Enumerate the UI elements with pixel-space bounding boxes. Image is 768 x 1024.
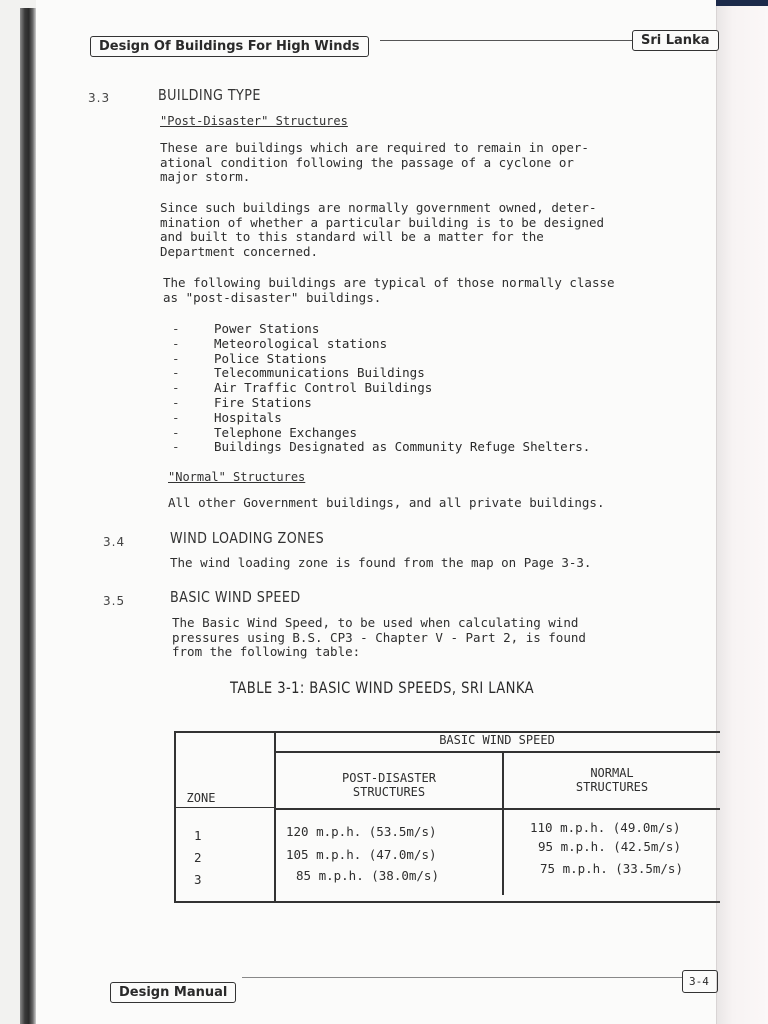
section-title: BUILDING TYPE (158, 86, 261, 104)
list-item: - Power Stations (172, 321, 320, 336)
list-item: - Buildings Designated as Community Refuge Shelters. (172, 439, 591, 455)
subheading-post-disaster: "Post-Disaster" Structures (160, 114, 348, 128)
section-title: WIND LOADING ZONES (170, 529, 325, 547)
col-zone-header: ZONE (186, 791, 216, 805)
list-item: - Telecommunications Buildings (172, 365, 425, 381)
table-cell: 120 m.p.h. (53.5m/s) (286, 824, 437, 839)
header-country: Sri Lanka (632, 30, 719, 51)
section-number: 3.5 (103, 594, 126, 608)
col-post-header: POST-DISASTER STRUCTURES (342, 771, 436, 799)
group-header: BASIC WIND SPEED (439, 733, 555, 747)
list-item: - Air Traffic Control Buildings (172, 380, 433, 396)
table-caption: TABLE 3-1: BASIC WIND SPEEDS, SRI LANKA (230, 678, 535, 697)
section-number: 3.4 (103, 535, 126, 549)
list-item: - Telephone Exchanges (172, 424, 357, 440)
col-normal-header: NORMAL STRUCTURES (575, 766, 649, 794)
section-number: 3.3 (88, 91, 111, 105)
table-cell: 3 (194, 872, 202, 887)
binding-edge (20, 8, 36, 1024)
table-cell: 110 m.p.h. (49.0m/s) (530, 820, 681, 835)
subheading-normal: "Normal" Structures (168, 470, 306, 484)
section-title: BASIC WIND SPEED (170, 588, 301, 606)
building-list (172, 322, 590, 455)
list-item: - Fire Stations (172, 394, 312, 410)
next-page-strip (716, 0, 768, 6)
paragraph-2: Since such buildings are normally government owned, deter- mination of whether a particular building is to be designed and built to this standard will be a matter for the Department concerned. (160, 200, 605, 259)
table-cell: 95 m.p.h. (42.5m/s) (538, 839, 681, 854)
header-rule (380, 40, 632, 41)
list-item: - Police Stations (172, 350, 327, 366)
normal-text: All other Government buildings, and all private buildings. (168, 495, 605, 510)
footer-manual: Design Manual (110, 982, 236, 1003)
page-number: 3-4 (682, 970, 718, 993)
wind-speed-text: The Basic Wind Speed, to be used when calculating wind pressures using B.S. CP3 - Chapter V - Part 2, is found from the following table: (172, 615, 586, 659)
list-item: - Hospitals (172, 409, 282, 425)
wind-speed-table (174, 731, 720, 903)
table-cell: 75 m.p.h. (33.5m/s) (540, 861, 683, 876)
paragraph-1: These are buildings which are required to remain in oper- ational condition following the passage of a cyclone or major storm. (160, 140, 589, 184)
footer-rule (242, 977, 682, 978)
table-cell: 1 (194, 828, 202, 843)
paragraph-3: The following buildings are typical of those normally classe as "post-disaster" buildings. (163, 275, 615, 305)
table-cell: 105 m.p.h. (47.0m/s) (286, 847, 437, 862)
table-cell: 2 (194, 850, 202, 865)
zones-text: The wind loading zone is found from the map on Page 3-3. (170, 555, 592, 570)
list-item: - Meteorological stations (172, 335, 388, 351)
header-title: Design Of Buildings For High Winds (90, 36, 369, 57)
table-cell: 85 m.p.h. (38.0m/s) (296, 868, 439, 883)
next-page-edge (716, 0, 768, 1024)
